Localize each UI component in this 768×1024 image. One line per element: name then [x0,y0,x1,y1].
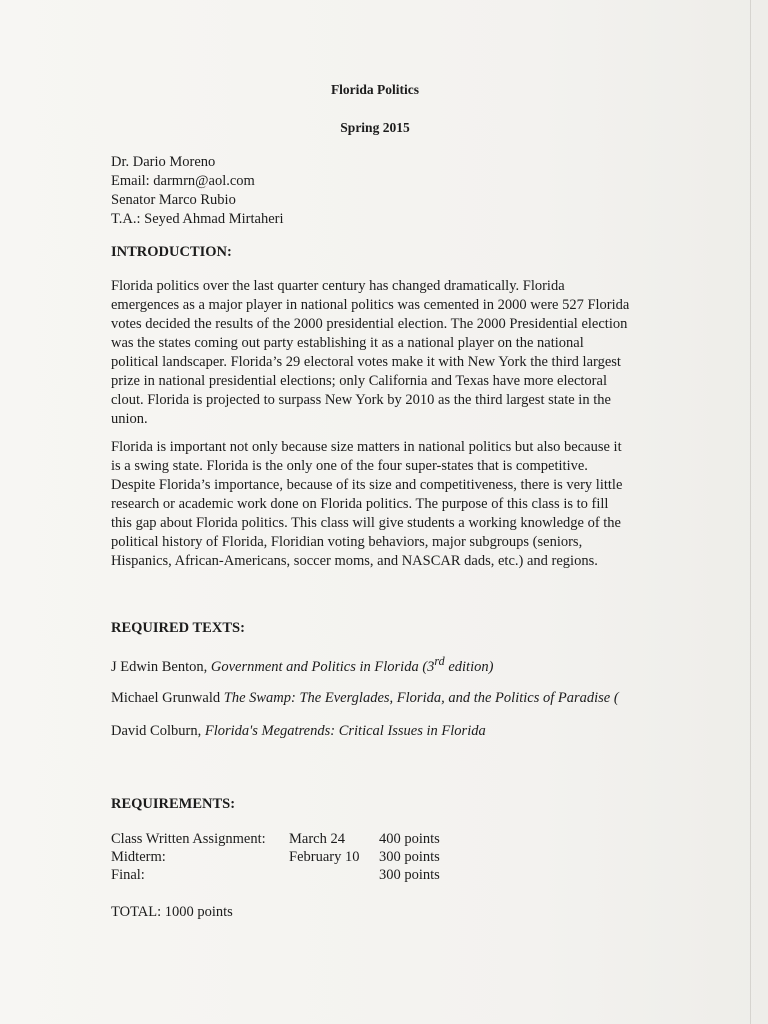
paragraph-line: Hispanics, African-Americans, soccer moms, and NASCAR dads, etc.) and regions. [111,553,598,569]
book-title: Florida's Megatrends: Critical Issues in Florida [204,723,486,739]
book-title: The Swamp: The Everglades, Florida, and the Politics of Paradise ( [223,690,619,706]
paragraph-line: Florida is important not only because size matters in national politics but also because it [111,439,622,455]
requirements-row [111,866,459,884]
paragraph-line: this gap about Florida politics. This class will give students a working knowledge of the [111,515,621,531]
paragraph-line: votes decided the results of the 2000 presidential election. The 2000 Presidential election [111,316,628,332]
book-author: David Colburn, [111,723,205,739]
paragraph-line: emergences as a major player in national politics was cemented in 2000 were 527 Florida [111,297,630,313]
paragraph-line: research or academic work done on Florida politics. The purpose of this class is to fill [111,496,609,512]
book-author: Michael Grunwald [111,690,224,706]
document-title: Florida Politics [330,82,420,97]
paragraph-line: clout. Florida is projected to surpass New York by 2010 as the third largest state in the [111,392,611,408]
book-author: J Edwin Benton, [111,658,211,675]
paragraph-line: was the states coming out party establishing it as a national player on the national [111,335,584,351]
staff-line: Senator Marco Rubio [111,192,236,208]
book-entry [111,654,493,676]
requirements-row [111,830,459,848]
paragraph-line: is a swing state. Florida is the only one of the four super-states that is competitive. [111,458,588,474]
page-edge-line [750,0,751,1024]
requirements-row [111,848,459,866]
book-entry [111,690,619,707]
paragraph-line: prize in national presidential elections; only California and Texas have more electoral [111,373,607,389]
requirement-date [289,866,379,884]
paragraph-line: political history of Florida, Floridian voting behaviors, major subgroups (seniors, [111,534,583,550]
paragraph-line: Despite Florida’s importance, because of its size and competitiveness, there is very little [111,477,623,493]
requirement-date: February 10 [289,849,360,865]
requirement-date: March 24 [289,831,345,847]
staff-block [111,153,284,229]
book-title: Government and Politics in Florida (3 [210,658,435,675]
introduction-paragraph-2 [111,438,646,571]
paragraph-line: Florida politics over the last quarter century has changed dramatically. Florida [111,278,565,294]
book-title-end: edition) [444,658,494,675]
required-texts-heading: REQUIRED TEXTS: [111,620,245,636]
requirement-points: 400 points [379,831,440,847]
staff-line: Dr. Dario Moreno [111,154,216,170]
staff-line: T.A.: Seyed Ahmad Mirtaheri [111,211,284,227]
book-edition-superscript: rd [434,654,445,668]
paragraph-line: union. [111,411,148,427]
paragraph-line: political landscaper. Florida’s 29 electoral votes make it with New York the third largest [111,354,621,370]
requirement-item: Final: [111,867,145,883]
requirement-item: Midterm: [111,849,166,865]
requirements-heading: REQUIREMENTS: [111,796,236,812]
requirements-table [111,830,459,884]
total-points: TOTAL: 1000 points [111,904,233,920]
requirement-item: Class Written Assignment: [111,831,266,847]
book-entry [111,723,486,740]
introduction-heading: INTRODUCTION: [111,244,232,260]
staff-line: Email: darmrn@aol.com [111,173,255,189]
introduction-paragraph-1 [111,277,646,429]
requirement-points: 300 points [379,849,440,865]
requirement-points: 300 points [379,867,440,883]
document-term: Spring 2015 [340,120,410,135]
